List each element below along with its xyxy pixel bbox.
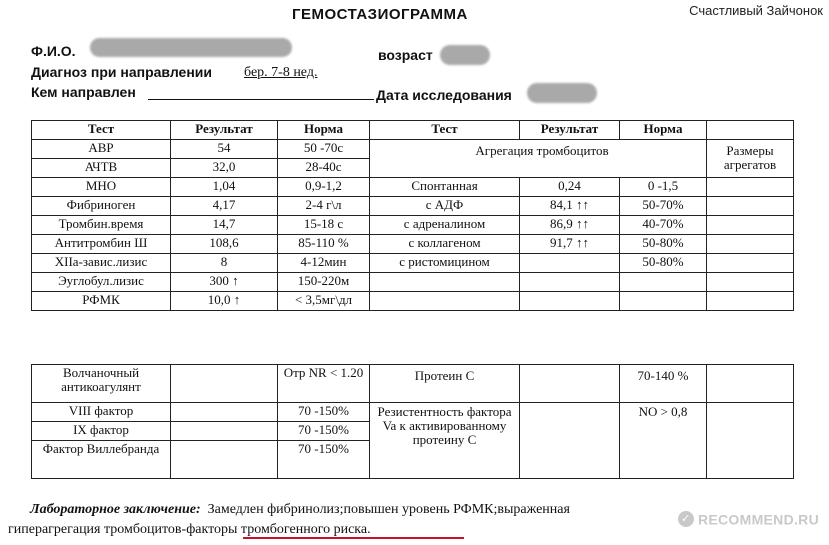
agg-size <box>707 235 794 254</box>
agg-norm: 50-80% <box>620 254 707 273</box>
age-label: возраст <box>378 47 433 63</box>
agg-test: Спонтанная <box>370 178 520 197</box>
vwf-result <box>171 441 278 479</box>
f8-result <box>171 403 278 422</box>
agg-test <box>370 273 520 292</box>
agg-result <box>520 254 620 273</box>
protein-c-result <box>520 365 620 403</box>
row-norm: 4-12мин <box>278 254 370 273</box>
protein-c-norm: 70-140 % <box>620 365 707 403</box>
agg-test <box>370 292 520 311</box>
agg-norm: 0 -1,5 <box>620 178 707 197</box>
protein-c-extra <box>707 365 794 403</box>
page-title: ГЕМОСТАЗИОГРАММА <box>292 6 468 23</box>
row-norm: 28-40с <box>278 159 370 178</box>
agg-norm: 40-70% <box>620 216 707 235</box>
resistance-label: Резистентность фактора Va к активированному протеину С <box>370 403 520 479</box>
col-test-header-right: Тест <box>370 121 520 140</box>
conclusion-text-2b: факторы тромбогенного риска. <box>186 522 371 537</box>
col-norm-header: Норма <box>278 121 370 140</box>
col-test-header: Тест <box>32 121 171 140</box>
col-result-header: Результат <box>171 121 278 140</box>
row-norm: 85-110 % <box>278 235 370 254</box>
agg-result <box>520 273 620 292</box>
agg-size <box>707 197 794 216</box>
row-result: 14,7 <box>171 216 278 235</box>
f9-norm: 70 -150% <box>278 422 370 441</box>
conclusion-text-2a: гиперагрегация тромбоцитов- <box>8 522 187 537</box>
row-test: Фибриноген <box>32 197 171 216</box>
f9-result <box>171 422 278 441</box>
row-result: 4,17 <box>171 197 278 216</box>
row-norm: < 3,5мг\дл <box>278 292 370 311</box>
lupus-result <box>171 365 278 403</box>
row-test: Эуглобул.лизис <box>32 273 171 292</box>
row-test: АВР <box>32 140 171 159</box>
agg-norm <box>620 273 707 292</box>
referred-line <box>148 99 374 100</box>
date-label: Дата исследования <box>376 87 512 103</box>
lupus-norm: Отр NR < 1.20 <box>278 365 370 403</box>
row-result: 8 <box>171 254 278 273</box>
row-test: РФМК <box>32 292 171 311</box>
row-norm: 0,9-1,2 <box>278 178 370 197</box>
agg-norm <box>620 292 707 311</box>
agg-test: с АДФ <box>370 197 520 216</box>
row-test: Антитромбин Ш <box>32 235 171 254</box>
date-redacted <box>527 83 597 103</box>
agg-size <box>707 292 794 311</box>
agg-test: с коллагеном <box>370 235 520 254</box>
row-norm: 2-4 г\л <box>278 197 370 216</box>
factors-table <box>31 364 794 479</box>
empty-header-cell <box>707 121 794 140</box>
fio-redacted <box>90 38 292 57</box>
agg-result: 91,7 ↑↑ <box>520 235 620 254</box>
diagnosis-label: Диагноз при направлении <box>31 64 212 80</box>
f8-norm: 70 -150% <box>278 403 370 422</box>
agg-result: 0,24 <box>520 178 620 197</box>
vwf-label: Фактор Виллебранда <box>32 441 171 479</box>
diagnosis-value: бер. 7-8 нед. <box>244 65 318 80</box>
hemostasis-table <box>31 120 794 311</box>
aggregate-size-label: Размеры агрегатов <box>707 140 794 178</box>
agg-size <box>707 254 794 273</box>
row-test: ХIIа-завис.лизис <box>32 254 171 273</box>
row-result: 32,0 <box>171 159 278 178</box>
agg-result <box>520 292 620 311</box>
col-norm-header-right: Норма <box>620 121 707 140</box>
row-norm: 50 -70с <box>278 140 370 159</box>
row-test: АЧТВ <box>32 159 171 178</box>
age-redacted <box>440 45 490 65</box>
conclusion-label: Лабораторное заключение: <box>30 502 201 517</box>
agg-test: с адреналином <box>370 216 520 235</box>
aggregation-label: Агрегация тромбоцитов <box>370 140 707 178</box>
vwf-norm: 70 -150% <box>278 441 370 479</box>
resistance-result <box>520 403 620 479</box>
referred-label: Кем направлен <box>31 84 136 100</box>
row-test: Тромбин.время <box>32 216 171 235</box>
watermark: ✓ RECOMMEND.RU <box>678 510 819 527</box>
agg-norm: 50-70% <box>620 197 707 216</box>
red-underline <box>243 537 464 539</box>
resistance-extra <box>707 403 794 479</box>
row-test: МНО <box>32 178 171 197</box>
f8-label: VIII фактор <box>32 403 171 422</box>
protein-c-label: Протеин С <box>370 365 520 403</box>
agg-size <box>707 216 794 235</box>
lupus-label: Волчаночный антикоагулянт <box>32 365 171 403</box>
agg-size <box>707 178 794 197</box>
row-result: 300 ↑ <box>171 273 278 292</box>
conclusion-text-1: Замедлен фибринолиз;повышен уровень РФМК;выраженная <box>207 502 570 517</box>
col-result-header-right: Результат <box>520 121 620 140</box>
agg-norm: 50-80% <box>620 235 707 254</box>
user-name[interactable]: Счастливый Зайчонок <box>689 3 823 18</box>
row-result: 1,04 <box>171 178 278 197</box>
agg-test: с ристомицином <box>370 254 520 273</box>
agg-size <box>707 273 794 292</box>
row-norm: 150-220м <box>278 273 370 292</box>
agg-result: 86,9 ↑↑ <box>520 216 620 235</box>
row-result: 10,0 ↑ <box>171 292 278 311</box>
recommend-logo-icon: ✓ <box>678 511 694 527</box>
row-result: 108,6 <box>171 235 278 254</box>
agg-result: 84,1 ↑↑ <box>520 197 620 216</box>
fio-label: Ф.И.О. <box>31 43 76 59</box>
resistance-norm: NO > 0,8 <box>620 403 707 479</box>
f9-label: IX фактор <box>32 422 171 441</box>
row-norm: 15-18 с <box>278 216 370 235</box>
row-result: 54 <box>171 140 278 159</box>
